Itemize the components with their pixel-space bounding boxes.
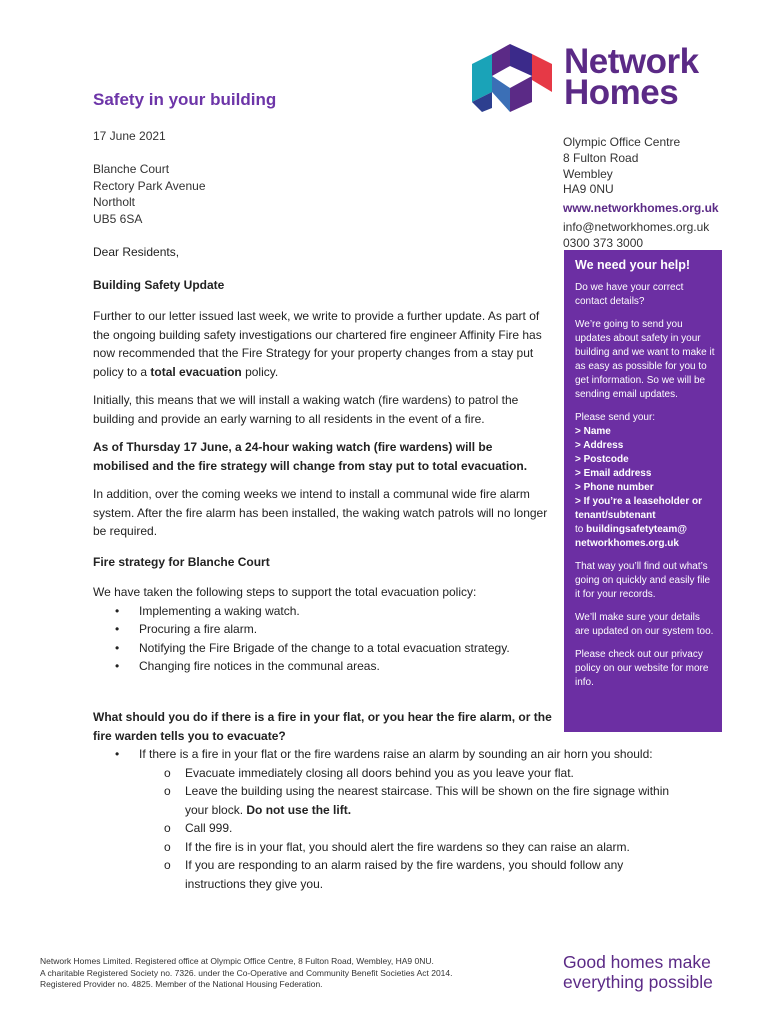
- panel-email-line: [575, 523, 722, 551]
- office-line: 8 Fulton Road: [563, 150, 639, 165]
- tagline-line-2: everything possible: [563, 972, 713, 992]
- paragraph-3: As of Thursday 17 June, a 24-hour waking watch (fire wardens) will be mobilised and the fire strategy will change from stay put to total evacuation.: [93, 440, 528, 473]
- sub-list-item: o Call 999.: [93, 819, 673, 838]
- list-item: • Changing fire notices in the communal areas.: [93, 657, 550, 676]
- website-link[interactable]: www.networkhomes.org.uk: [563, 201, 719, 216]
- panel-to-prefix: to: [575, 524, 584, 535]
- panel-list-item: > Phone number: [575, 482, 654, 493]
- tagline-line-1: Good homes make: [563, 952, 711, 972]
- office-line: HA9 0NU: [563, 182, 614, 197]
- address-line: Blanche Court: [93, 162, 170, 176]
- logo-wordmark: [564, 42, 699, 112]
- list-item: • Implementing a waking watch.: [93, 602, 550, 621]
- office-line: Wembley: [563, 166, 613, 181]
- panel-paragraph: Please check out our privacy policy on our website for more info.: [575, 649, 709, 688]
- office-email-link[interactable]: info@networkhomes.org.uk: [563, 219, 710, 234]
- sub-list-item: [93, 782, 673, 819]
- address-line: Rectory Park Avenue: [93, 178, 206, 193]
- letter-date: 17 June 2021: [93, 129, 166, 143]
- paragraph-1-bold: total evacuation: [150, 364, 242, 379]
- sub-list-text: Leave the building using the nearest staircase. This will be shown on the fire signage within your block.: [185, 784, 670, 817]
- greeting: Dear Residents,: [93, 245, 180, 259]
- panel-paragraph: Do we have your correct contact details?: [575, 282, 684, 307]
- strategy-heading: Fire strategy for Blanche Court: [93, 554, 270, 569]
- panel-list-item: > If you’re a leaseholder or tenant/subtenant: [575, 496, 702, 521]
- recipient-address: [93, 161, 206, 227]
- list-item: • Notifying the Fire Brigade of the change to a total evacuation strategy.: [93, 639, 550, 658]
- paragraph-2: Initially, this means that we will install a waking watch (fire wardens) to patrol the building and provide an early warning to all residents in the event of a fire.: [93, 393, 519, 426]
- address-line: Northolt: [93, 195, 136, 209]
- list-item: • Procuring a fire alarm.: [93, 620, 550, 639]
- office-address: [563, 135, 719, 252]
- letter-body: [93, 243, 550, 676]
- evacuation-section: [93, 708, 673, 893]
- office-line: Olympic Office Centre: [563, 135, 681, 149]
- panel-list-item: > Postcode: [575, 454, 629, 465]
- paragraph-1-end: policy.: [245, 364, 279, 379]
- evacuation-question: What should you do if there is a fire in your flat, or you hear the fire alarm, or the fire warden tells you to evacuate?: [93, 710, 552, 743]
- contact-details-panel: [564, 250, 722, 732]
- panel-paragraph: We’re going to send you updates about safety in your building and we want to make it as easy as possible for you to get information. So we will be sending email updates.: [575, 319, 715, 400]
- footer-line: Network Homes Limited. Registered office at Olympic Office Centre, 8 Fulton Road, Wembley, HA9 0NU.: [40, 956, 434, 966]
- panel-heading: We need your help!: [575, 258, 691, 272]
- panel-paragraph: We’ll make sure your details are updated on our system too.: [575, 612, 714, 637]
- paragraph-1-text: Further to our letter issued last week, we write to provide a further update. As part of the ongoing building safety investigations our chartered fire engineer Affinity Fire has now recommended that the Fire Strategy for your property changes from a stay put policy to a: [93, 309, 542, 379]
- panel-list-item: > Name: [575, 426, 611, 437]
- paragraph-1: [93, 307, 550, 381]
- footer-line: A charitable Registered Society no. 7326. under the Co-Operative and Community Benefit Societies Act 2014.: [40, 967, 453, 978]
- panel-send-intro: Please send your:: [575, 412, 656, 423]
- subject-heading: Building Safety Update: [93, 277, 225, 292]
- strategy-intro: We have taken the following steps to support the total evacuation policy:: [93, 585, 477, 599]
- page-title: Safety in your building: [93, 90, 277, 109]
- sub-list-item: o Evacuate immediately closing all doors behind you as you leave your flat.: [93, 764, 673, 783]
- evacuation-list: [93, 745, 673, 764]
- address-line: UB5 6SA: [93, 211, 143, 226]
- sub-list-bold: Do not use the lift.: [246, 802, 352, 817]
- paragraph-4: In addition, over the coming weeks we intend to install a communal wide fire alarm system. After the fire alarm has been installed, the waking watch patrols will no longer be required.: [93, 487, 548, 538]
- evacuation-sublist: [93, 764, 673, 894]
- panel-email-link[interactable]: buildingsafetyteam@ networkhomes.org.uk: [575, 524, 688, 549]
- logo-line-2: Homes: [564, 73, 679, 112]
- panel-list-item: > Email address: [575, 468, 652, 479]
- list-item: • If there is a fire in your flat or the fire wardens raise an alarm by sounding an air horn you should:: [93, 745, 673, 764]
- footer-tagline: [563, 952, 713, 992]
- logo-line-1: Network: [564, 42, 699, 81]
- strategy-steps: [93, 602, 550, 676]
- footer-line: Registered Provider no. 4825. Member of the National Housing Federation.: [40, 979, 323, 989]
- sub-list-item: o If you are responding to an alarm raised by the fire wardens, you should follow any instructions they give you.: [93, 856, 673, 893]
- network-homes-logo-icon: [470, 42, 554, 114]
- office-phone: 0300 373 3000: [563, 235, 644, 250]
- panel-list-item: > Address: [575, 440, 624, 451]
- footer-legal: [40, 956, 453, 991]
- panel-paragraph: That way you’ll find out what’s going on quickly and easily file it for your records.: [575, 561, 711, 600]
- sub-list-item: o If the fire is in your flat, you should alert the fire wardens so they can raise an alarm.: [93, 838, 673, 857]
